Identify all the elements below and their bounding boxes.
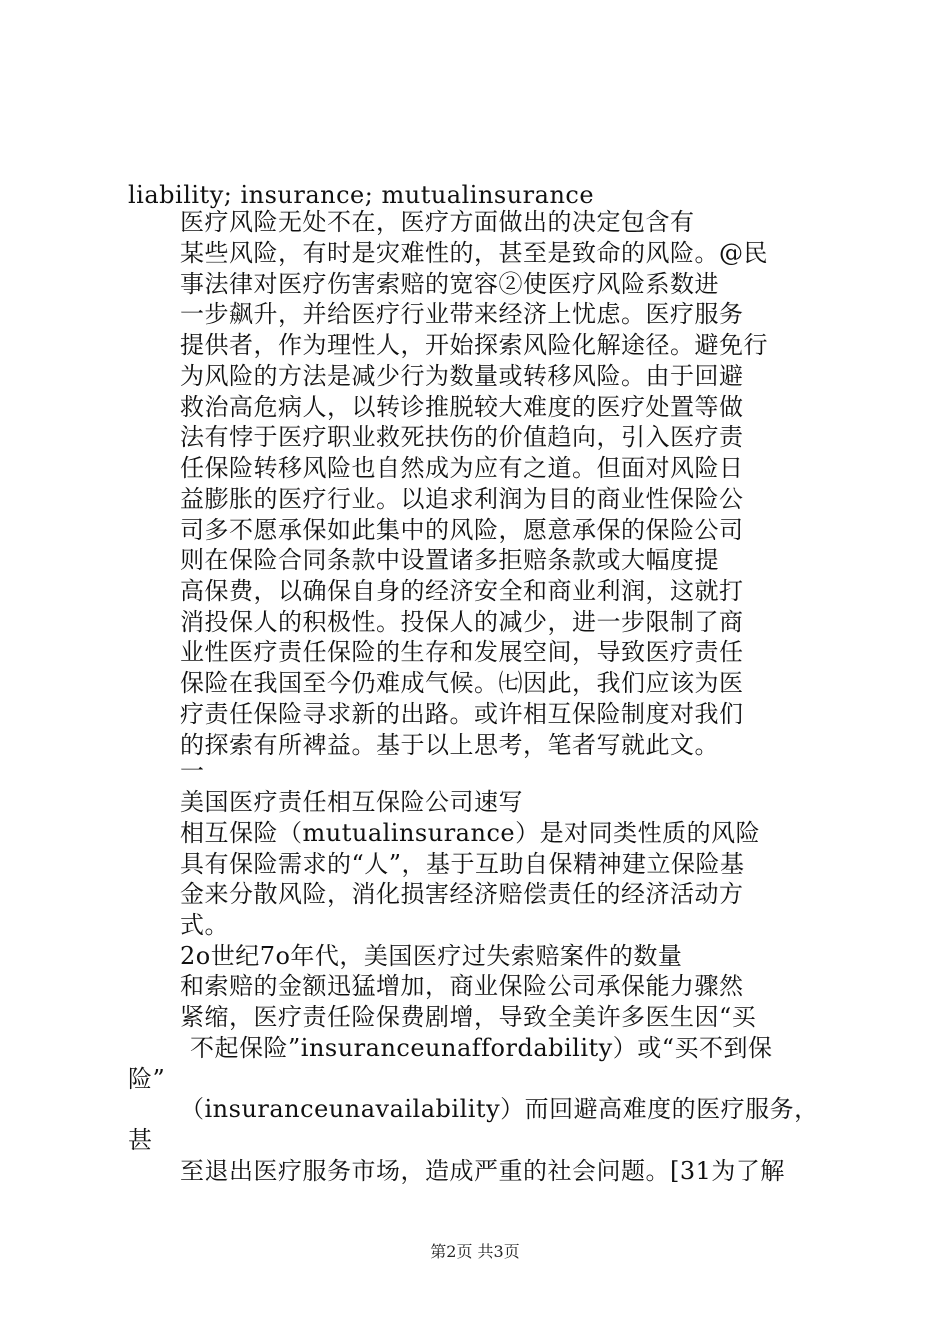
paragraph-line: 相互保险（mutualinsurance）是对同类性质的风险 xyxy=(180,819,761,847)
keywords-line: liability; insurance; mutualinsurance xyxy=(128,181,595,209)
section-number: 一 xyxy=(180,757,205,785)
paragraph-line: 不起保险”insuranceunaffordability）或“买不到保 xyxy=(190,1034,773,1062)
paragraph-line: （insuranceunavailability）而回避高难度的医疗服务， xyxy=(180,1095,819,1123)
paragraph-line: 业性医疗责任保险的生存和发展空间，导致医疗责任 xyxy=(180,638,744,666)
paragraph-line: 至退出医疗服务市场，造成严重的社会问题。[31为了解 xyxy=(180,1157,785,1185)
paragraph-line: 为风险的方法是减少行为数量或转移风险。由于回避 xyxy=(180,362,744,390)
paragraph-line: 式。 xyxy=(180,911,229,939)
paragraph-line: 险” xyxy=(128,1065,166,1093)
paragraph-line: 甚 xyxy=(128,1126,153,1154)
section-heading: 美国医疗责任相互保险公司速写 xyxy=(180,788,523,816)
paragraph-line: 金来分散风险，消化损害经济赔偿责任的经济活动方 xyxy=(180,880,744,908)
paragraph-line: 法有悖于医疗职业救死扶伤的价值趋向，引入医疗责 xyxy=(180,423,744,451)
paragraph-line: 和索赔的金额迅猛增加，商业保险公司承保能力骤然 xyxy=(180,972,744,1000)
paragraph-line: 事法律对医疗伤害索赔的宽容②使医疗风险系数进 xyxy=(180,270,719,298)
paragraph-line: 的探索有所裨益。基于以上思考，笔者写就此文。 xyxy=(180,731,719,759)
paragraph-line: 某些风险，有时是灾难性的，甚至是致命的风险。@民 xyxy=(180,239,768,267)
paragraph-line: 疗责任保险寻求新的出路。或许相互保险制度对我们 xyxy=(180,700,744,728)
paragraph-line: 医疗风险无处不在，医疗方面做出的决定包含有 xyxy=(180,208,695,236)
paragraph-line: 高保费，以确保自身的经济安全和商业利润，这就打 xyxy=(180,577,744,605)
paragraph-line: 益膨胀的医疗行业。以追求利润为目的商业性保险公 xyxy=(180,485,744,513)
paragraph-line: 救治高危病人，以转诊推脱较大难度的医疗处置等做 xyxy=(180,393,744,421)
paragraph-line: 司多不愿承保如此集中的风险，愿意承保的保险公司 xyxy=(180,516,744,544)
paragraph-line: 一步飙升，并给医疗行业带来经济上忧虑。医疗服务 xyxy=(180,300,744,328)
page-number-footer: 第2页 共3页 xyxy=(430,1242,520,1261)
paragraph-line: 任保险转移风险也自然成为应有之道。但面对风险日 xyxy=(180,454,744,482)
paragraph-line: 具有保险需求的“人”，基于互助自保精神建立保险基 xyxy=(180,850,745,878)
paragraph-line: 提供者，作为理性人，开始探索风险化解途径。避免行 xyxy=(180,331,768,359)
paragraph-line: 消投保人的积极性。投保人的减少，进一步限制了商 xyxy=(180,608,744,636)
paragraph-line: 2o世纪7o年代，美国医疗过失索赔案件的数量 xyxy=(180,942,683,970)
paragraph-line: 保险在我国至今仍难成气候。㈦因此，我们应该为医 xyxy=(180,669,744,697)
paragraph-line: 则在保险合同条款中设置诸多拒赔条款或大幅度提 xyxy=(180,546,719,574)
paragraph-line: 紧缩，医疗责任险保费剧增，导致全美许多医生因“买 xyxy=(180,1003,757,1031)
